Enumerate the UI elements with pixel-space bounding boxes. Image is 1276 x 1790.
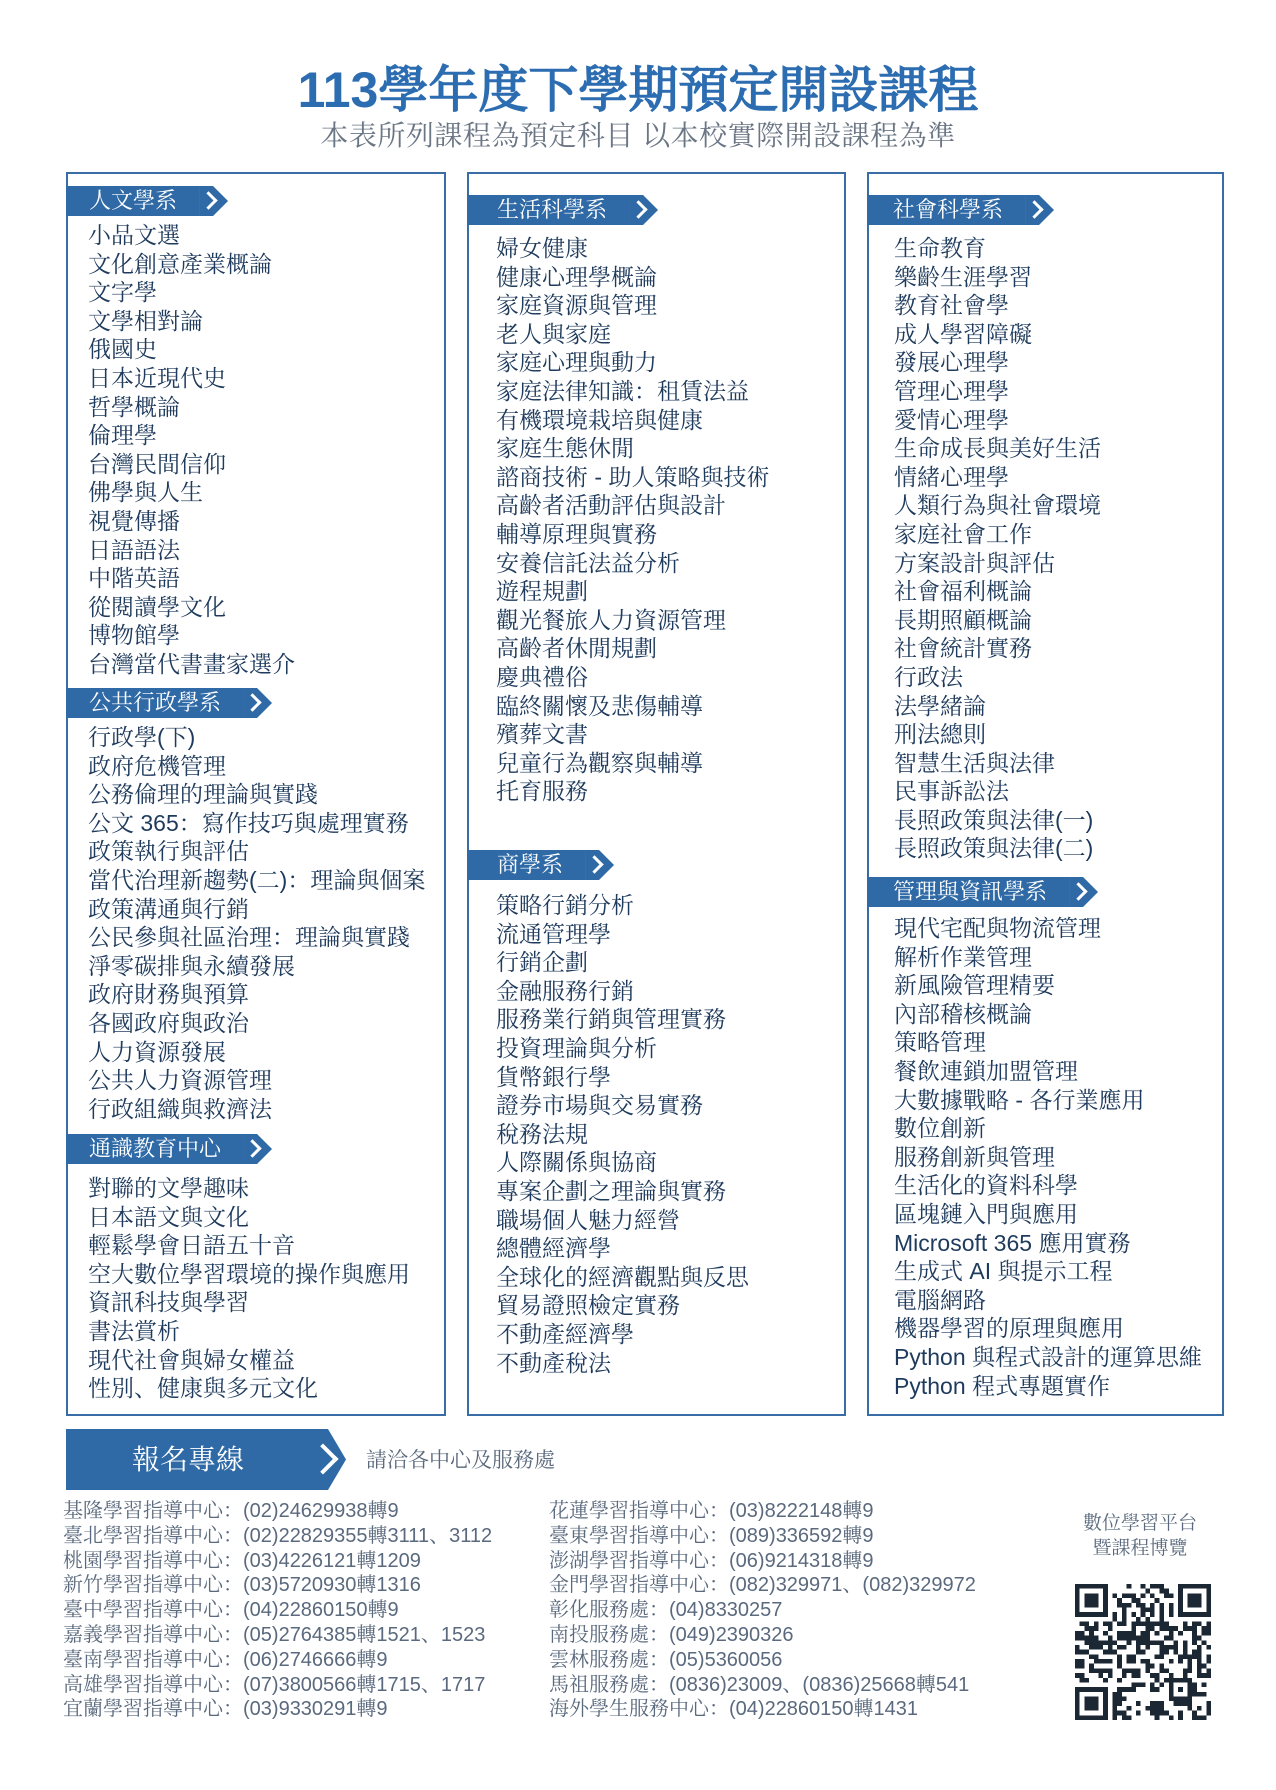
course-item: 新風險管理精要 <box>894 972 1055 999</box>
course-item: 各國政府與政治 <box>88 1009 249 1036</box>
course-item: 管理心理學 <box>894 377 1009 404</box>
course-item: 哲學概論 <box>88 393 180 420</box>
course-item: 諮商技術 - 助人策略與技術 <box>496 463 770 490</box>
contact-line: 彰化服務處：(04)8330257 <box>549 1599 783 1622</box>
course-item: 公民參與社區治理：理論與實踐 <box>88 924 410 951</box>
course-item: 貿易證照檢定實務 <box>496 1292 680 1319</box>
course-item: 殯葬文書 <box>496 721 588 748</box>
course-list-public-administration <box>88 723 425 1123</box>
course-item: 臨終關懷及悲傷輔導 <box>496 692 703 719</box>
course-item: 公文 365：寫作技巧與處理實務 <box>88 809 409 836</box>
course-item: 流通管理學 <box>496 920 611 947</box>
course-list-general-education <box>88 1174 410 1403</box>
chevron-right-icon <box>585 850 615 880</box>
course-item: 人力資源發展 <box>88 1038 226 1065</box>
column-middle <box>467 172 846 1416</box>
course-item: 愛情心理學 <box>894 406 1009 433</box>
chevron-right-icon <box>243 688 273 718</box>
section-title: 公共行政學系 <box>66 688 243 718</box>
course-item: 稅務法規 <box>496 1120 588 1147</box>
chevron-right-icon <box>629 195 659 225</box>
section-title: 商學系 <box>467 850 585 880</box>
course-item: 托育服務 <box>496 778 588 805</box>
column-left <box>66 172 446 1416</box>
course-item: 成人學習障礙 <box>894 320 1032 347</box>
course-item: 日語語法 <box>88 536 180 563</box>
course-item: 佛學與人生 <box>88 479 203 506</box>
course-item: 人際關係與協商 <box>496 1149 657 1176</box>
course-item: 解析作業管理 <box>894 943 1032 970</box>
course-item: 政策執行與評估 <box>88 838 249 865</box>
course-item: 總體經濟學 <box>496 1235 611 1262</box>
qr-code <box>1075 1584 1211 1720</box>
course-item: 資訊科技與學習 <box>88 1289 249 1316</box>
contact-list-right <box>549 1499 976 1722</box>
course-item: 樂齡生涯學習 <box>894 263 1032 290</box>
signup-banner <box>66 1429 347 1490</box>
course-list-humanities <box>88 221 295 679</box>
contact-list-left <box>63 1499 492 1722</box>
course-item: 淨零碳排與永續發展 <box>88 952 295 979</box>
contact-line: 澎湖學習指導中心：(06)9214318轉9 <box>549 1549 874 1572</box>
course-list-business <box>496 891 749 1377</box>
course-item: 行政組織與救濟法 <box>88 1095 272 1122</box>
course-item: 長照政策與法律(二) <box>894 835 1094 862</box>
course-item: 觀光餐旅人力資源管理 <box>496 606 726 633</box>
course-item: 智慧生活與法律 <box>894 749 1055 776</box>
course-item: 社會統計實務 <box>894 635 1032 662</box>
course-item: 生命教育 <box>894 235 986 261</box>
course-item: 書法賞析 <box>88 1317 180 1344</box>
signup-label: 報名專線 <box>66 1429 310 1490</box>
contact-line: 雲林服務處：(05)5360056 <box>549 1648 783 1671</box>
section-title: 生活科學系 <box>467 195 629 225</box>
section-header-business <box>467 850 615 880</box>
course-item: 機器學習的原理與應用 <box>894 1315 1124 1342</box>
qr-caption-line: 暨課程博覽 <box>1092 1538 1188 1559</box>
course-item: 從閱讀學文化 <box>88 593 226 620</box>
section-header-management-information <box>867 877 1099 907</box>
course-list-management-information <box>894 914 1202 1400</box>
contact-line: 花蓮學習指導中心：(03)8222148轉9 <box>549 1500 874 1522</box>
contact-line: 臺南學習指導中心：(06)2746666轉9 <box>63 1648 388 1671</box>
course-item: 博物館學 <box>88 622 180 649</box>
section-title: 社會科學系 <box>867 195 1025 225</box>
course-item: 不動產稅法 <box>496 1349 611 1376</box>
course-item: 生成式 AI 與提示工程 <box>894 1258 1113 1285</box>
contact-line: 金門學習指導中心：(082)329971、(082)329972 <box>549 1574 976 1597</box>
course-item: 視覺傳播 <box>88 507 180 534</box>
course-item: 輔導原理與實務 <box>496 520 657 547</box>
contact-line: 臺東學習指導中心：(089)336592轉9 <box>549 1524 874 1547</box>
course-item: 民事訴訟法 <box>894 778 1009 805</box>
course-item: 金融服務行銷 <box>496 977 634 1004</box>
course-item: 政府危機管理 <box>88 752 226 779</box>
course-item: 內部稽核概論 <box>894 1000 1032 1027</box>
section-title: 人文學系 <box>66 186 199 216</box>
qr-modules <box>1075 1584 1211 1720</box>
course-item: 中階英語 <box>88 565 180 592</box>
course-item: 策略管理 <box>894 1029 986 1056</box>
course-item: 高齡者休閒規劃 <box>496 635 657 662</box>
course-item: 電腦網路 <box>894 1286 986 1313</box>
contact-line: 臺中學習指導中心：(04)22860150轉9 <box>63 1599 399 1622</box>
column-right <box>867 172 1224 1416</box>
qr-caption <box>1040 1511 1240 1561</box>
course-item: 文學相對論 <box>88 307 203 334</box>
course-item: 遊程規劃 <box>496 578 588 605</box>
course-item: 不動產經濟學 <box>496 1320 634 1347</box>
contact-line: 臺北學習指導中心：(02)22829355轉3111、3112 <box>63 1524 493 1547</box>
course-item: 行政學(下) <box>88 724 196 750</box>
course-item: 法學緒論 <box>894 692 986 719</box>
qr-caption-line: 數位學習平台 <box>1082 1513 1197 1534</box>
page-subtitle: 本表所列課程為預定科目 以本校實際開設課程為準 <box>320 120 956 151</box>
course-item: 家庭社會工作 <box>894 520 1032 547</box>
course-item: 刑法總則 <box>894 721 986 748</box>
contact-line: 馬祖服務處：(0836)23009、(0836)25668轉541 <box>549 1673 970 1696</box>
course-item: 老人與家庭 <box>496 320 611 347</box>
course-item: 公共人力資源管理 <box>88 1067 272 1094</box>
course-item: Microsoft 365 應用實務 <box>894 1229 1131 1256</box>
course-item: 日本近現代史 <box>88 364 226 391</box>
course-item: 性別、健康與多元文化 <box>88 1375 318 1402</box>
course-item: 小品文選 <box>88 222 180 248</box>
course-item: 對聯的文學趣味 <box>88 1175 249 1201</box>
contact-line: 海外學生服務中心：(04)22860150轉1431 <box>549 1698 919 1721</box>
course-item: 行政法 <box>894 663 963 690</box>
course-item: 證券市場與交易實務 <box>496 1092 703 1119</box>
course-item: 慶典禮俗 <box>496 663 588 690</box>
course-item: 情緒心理學 <box>894 463 1009 490</box>
course-item: 公務倫理的理論與實踐 <box>88 781 318 808</box>
course-item: 貨幣銀行學 <box>496 1063 611 1090</box>
course-item: 生活化的資料科學 <box>894 1172 1078 1199</box>
contact-line: 嘉義學習指導中心：(05)2764385轉1521、1523 <box>63 1623 486 1646</box>
course-item: 區塊鏈入門與應用 <box>894 1200 1078 1227</box>
chevron-right-icon <box>243 1134 273 1164</box>
chevron-right-icon <box>1069 877 1099 907</box>
course-item: 俄國史 <box>88 336 157 363</box>
course-item: 家庭法律知識：租賃法益 <box>496 377 749 404</box>
chevron-right-icon <box>310 1429 347 1490</box>
course-item: 策略行銷分析 <box>496 892 634 918</box>
course-item: 人類行為與社會環境 <box>894 492 1101 519</box>
section-header-humanities <box>66 186 229 216</box>
course-item: 家庭心理與動力 <box>496 349 657 376</box>
course-item: 家庭生態休閒 <box>496 435 634 462</box>
course-item: 方案設計與評估 <box>894 549 1055 576</box>
contact-line: 新竹學習指導中心：(03)5720930轉1316 <box>63 1574 421 1597</box>
section-title: 管理與資訊學系 <box>867 877 1069 907</box>
course-item: 發展心理學 <box>894 349 1009 376</box>
section-header-general-education <box>66 1134 273 1164</box>
course-item: 婦女健康 <box>496 235 588 261</box>
contact-line: 桃園學習指導中心：(03)4226121轉1209 <box>63 1549 421 1572</box>
contact-line: 宜蘭學習指導中心：(03)9330291轉9 <box>63 1698 388 1721</box>
course-item: 全球化的經濟觀點與反思 <box>496 1263 749 1290</box>
course-item: 兒童行為觀察與輔導 <box>496 749 703 776</box>
course-item: 大數據戰略 - 各行業應用 <box>894 1086 1145 1113</box>
course-item: 社會福利概論 <box>894 578 1032 605</box>
course-item: 文字學 <box>88 279 157 306</box>
course-item: 政府財務與預算 <box>88 981 249 1008</box>
course-item: 台灣民間信仰 <box>88 450 226 477</box>
course-item: 教育社會學 <box>894 292 1009 319</box>
course-item: 生命成長與美好生活 <box>894 435 1101 462</box>
course-item: 文化創意產業概論 <box>88 250 272 277</box>
signup-note: 請洽各中心及服務處 <box>366 1449 555 1472</box>
course-item: 家庭資源與管理 <box>496 292 657 319</box>
section-header-living-sciences <box>467 195 659 225</box>
course-item: 空大數位學習環境的操作與應用 <box>88 1260 410 1287</box>
course-item: 投資理論與分析 <box>496 1034 657 1061</box>
course-item: 台灣當代書畫家選介 <box>88 650 295 677</box>
course-list-social-sciences <box>894 234 1101 863</box>
course-item: 高齡者活動評估與設計 <box>496 492 726 519</box>
page-title: 113學年度下學期預定開設課程 <box>297 62 979 118</box>
course-item: Python 與程式設計的運算思維 <box>894 1343 1202 1370</box>
course-item: 有機環境栽培與健康 <box>496 406 703 433</box>
contact-line: 基隆學習指導中心：(02)24629938轉9 <box>63 1500 399 1522</box>
course-item: 長照政策與法律(一) <box>894 806 1094 833</box>
course-item: 現代宅配與物流管理 <box>894 915 1101 941</box>
course-item: 安養信託法益分析 <box>496 549 680 576</box>
course-item: 當代治理新趨勢(二)：理論與個案 <box>88 866 426 893</box>
course-item: 健康心理學概論 <box>496 263 657 290</box>
course-item: 現代社會與婦女權益 <box>88 1346 295 1373</box>
section-title: 通識教育中心 <box>66 1134 243 1164</box>
course-item: 服務業行銷與管理實務 <box>496 1006 726 1033</box>
course-item: 倫理學 <box>88 422 157 449</box>
course-item: 服務創新與管理 <box>894 1143 1055 1170</box>
chevron-right-icon <box>1025 195 1055 225</box>
course-item: 數位創新 <box>894 1115 986 1142</box>
course-item: 輕鬆學會日語五十音 <box>88 1232 295 1259</box>
course-item: 職場個人魅力經營 <box>496 1206 680 1233</box>
course-item: 政策溝通與行銷 <box>88 895 249 922</box>
contact-line: 高雄學習指導中心：(07)3800566轉1715、1717 <box>63 1673 486 1696</box>
course-item: 長期照顧概論 <box>894 606 1032 633</box>
course-item: 日本語文與文化 <box>88 1203 249 1230</box>
course-list-living-sciences <box>496 234 769 806</box>
section-header-social-sciences <box>867 195 1055 225</box>
contact-line: 南投服務處：(049)2390326 <box>549 1623 794 1646</box>
section-header-public-administration <box>66 688 273 718</box>
course-item: 餐飲連鎖加盟管理 <box>894 1057 1078 1084</box>
course-item: 專案企劃之理論與實務 <box>496 1177 726 1204</box>
course-item: Python 程式專題實作 <box>894 1372 1110 1399</box>
chevron-right-icon <box>199 186 229 216</box>
course-item: 行銷企劃 <box>496 949 588 976</box>
